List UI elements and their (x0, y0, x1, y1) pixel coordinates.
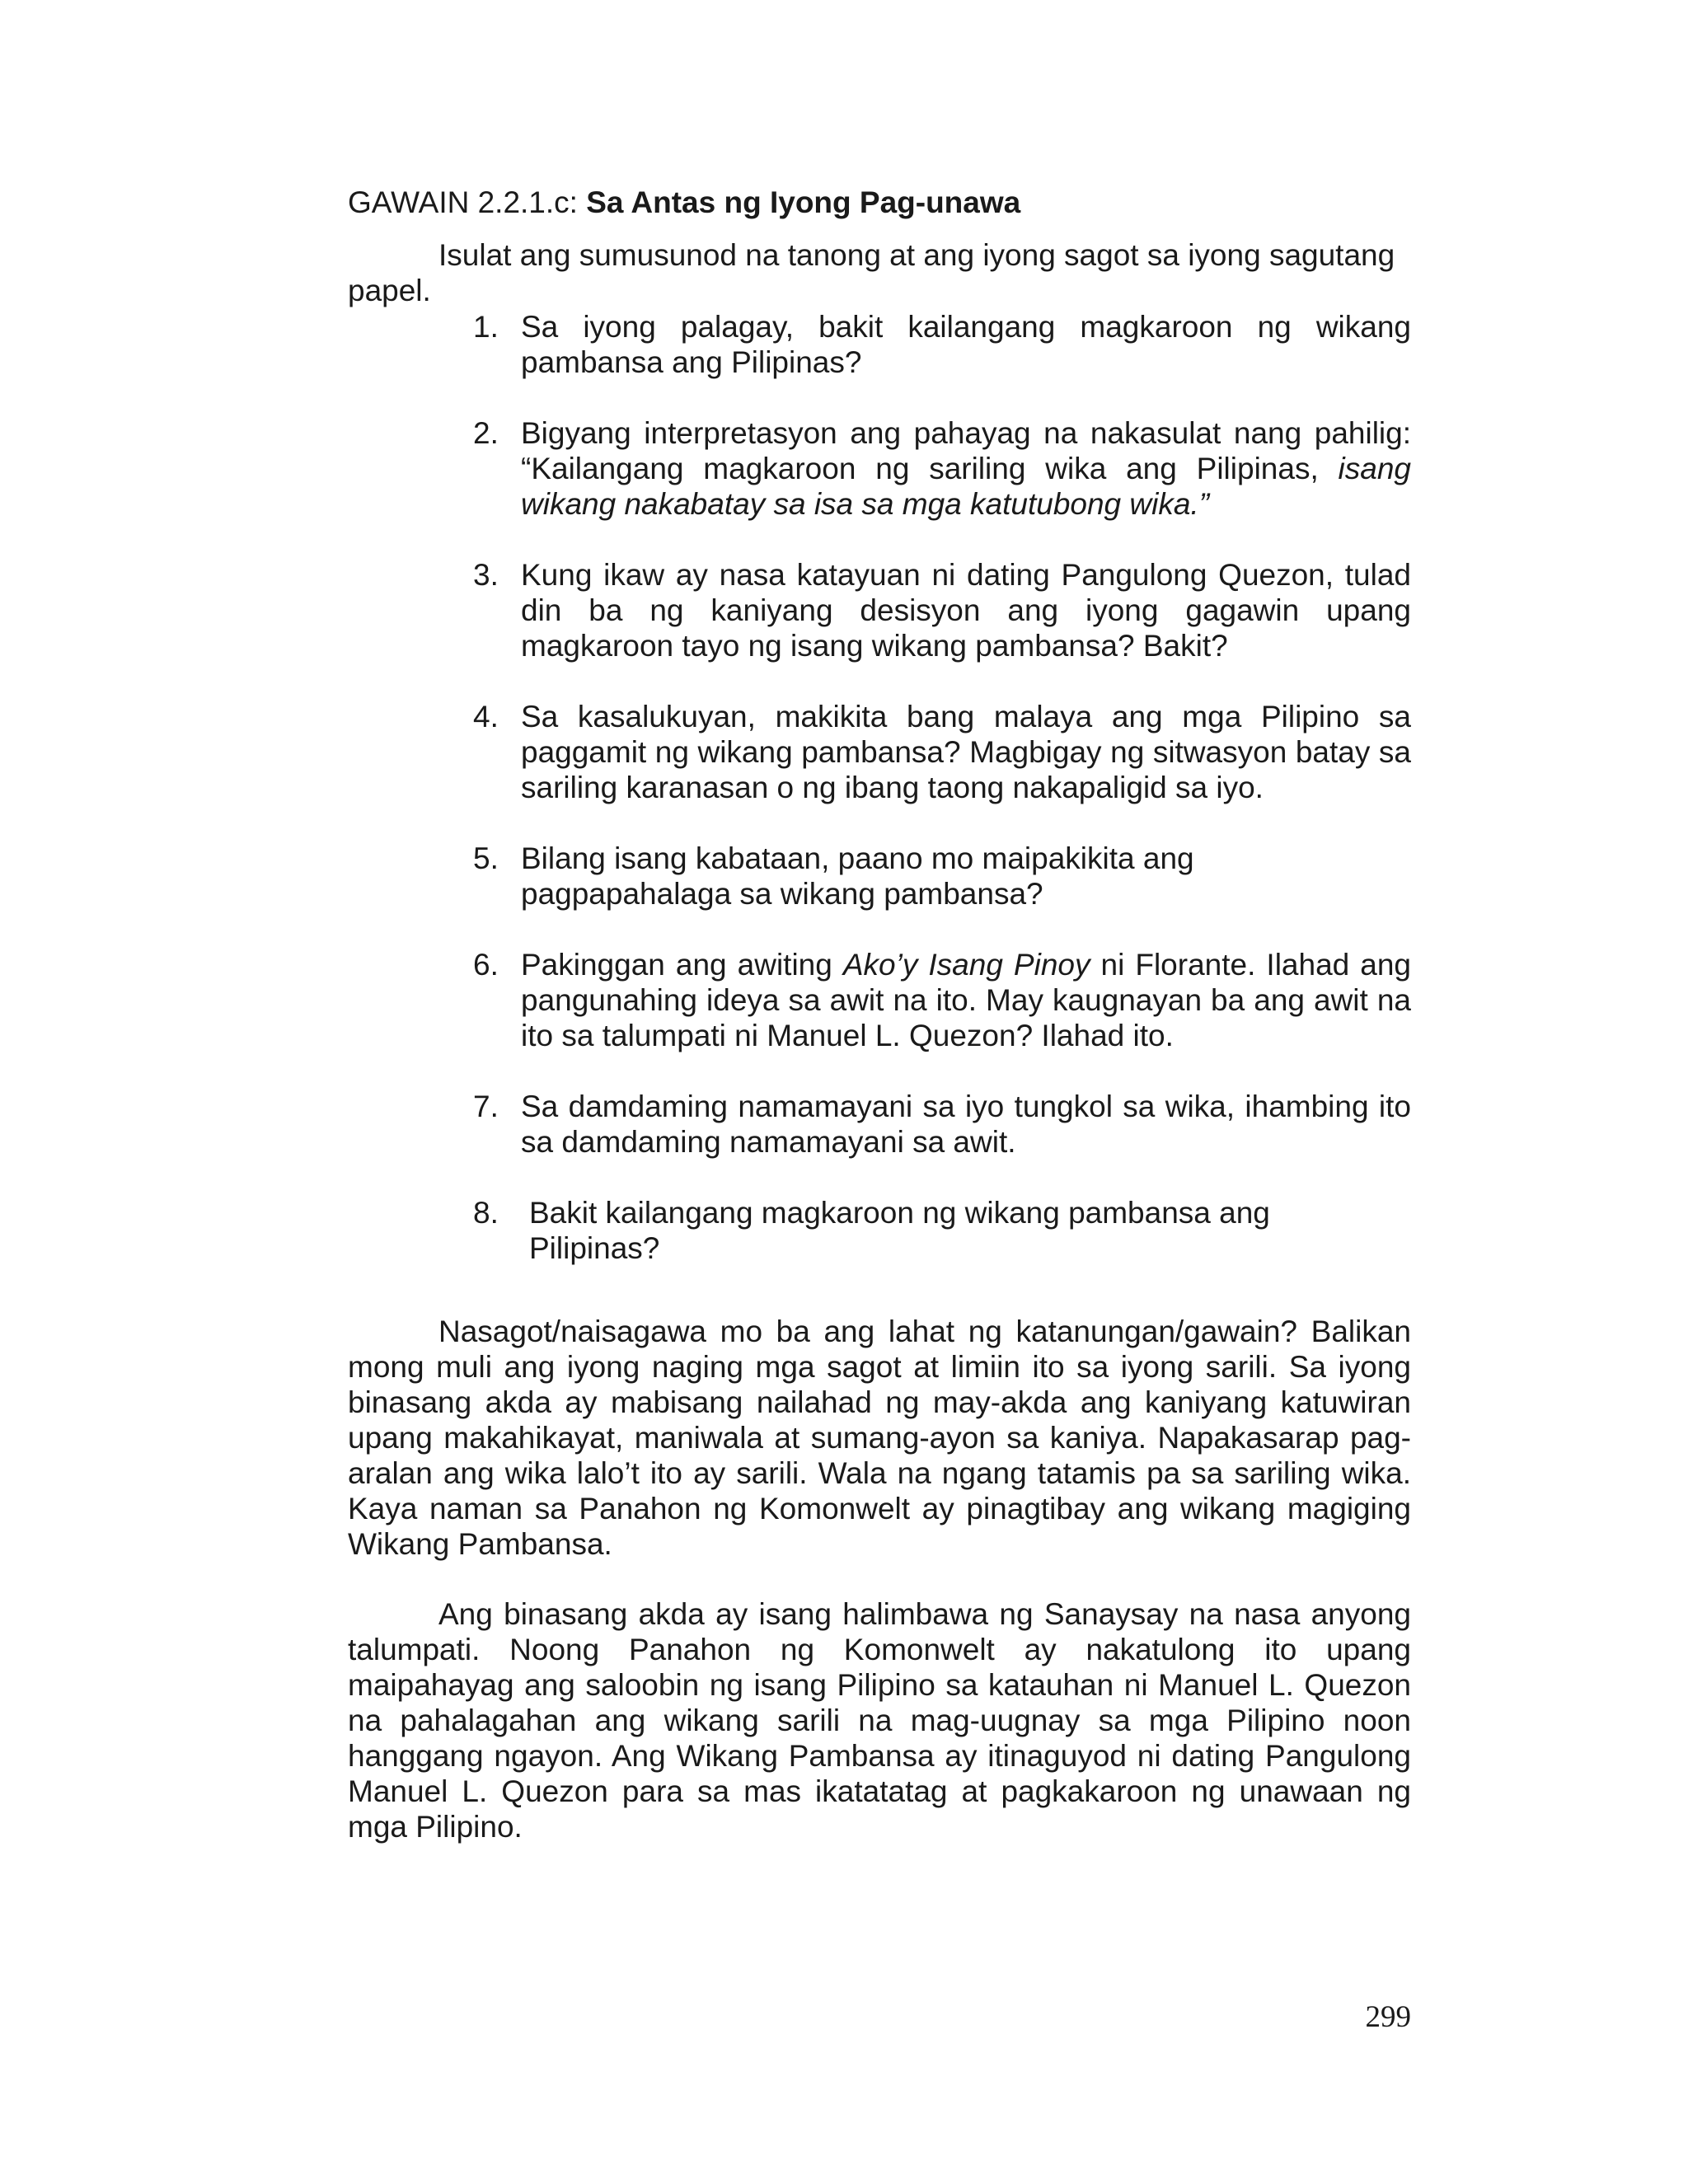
question-number: 8. (473, 1196, 499, 1230)
question-item (473, 699, 1411, 805)
body-paragraph: Nasagot/naisagawa mo ba ang lahat ng katanungan/gawain? Balikan mong muli ang iyong naging mga sagot at limiin ito sa iyong sarili. Sa iyong binasang akda ay mabisang nailahad ng may-akda ang kaniyang katuwiran upang makahikayat, maniwala at sumang-ayon sa kaniya. Napakasarap pag-aralan ang wika lalo’t ito ay sarili. Wala na ngang tatamis pa sa sariling wika. Kaya naman sa Panahon ng Komonwelt ay pinagtibay ang wikang magiging Wikang Pambansa. (348, 1315, 1411, 1561)
page-number: 299 (1365, 2000, 1411, 2034)
question-italic-text: isang wikang nakabatay sa isa sa mga katutubong wika.” (521, 452, 1411, 521)
question-item (473, 309, 1411, 380)
question-text-continued: ni Florante. Ilahad ang pangunahing ideya sa awit na ito. May kaugnayan ba ang awit na ito sa talumpati ni Manuel L. Quezon? Ilahad ito. (521, 948, 1411, 1052)
question-item (473, 557, 1411, 663)
question-number: 3. (473, 558, 499, 592)
question-number: 2. (473, 416, 499, 450)
question-text: Bakit kailangang magkaroon ng wikang pambansa ang Pilipinas? (529, 1196, 1270, 1265)
question-number: 1. (473, 310, 499, 344)
instruction-text: Isulat ang sumusunod na tanong at ang iyong sagot sa iyong sagutang papel. (348, 238, 1395, 307)
question-number: 4. (473, 700, 499, 733)
question-text: Bilang isang kabataan, paano mo maipakikita ang pagpapahalaga sa wikang pambansa? (521, 841, 1194, 911)
question-number: 7. (473, 1090, 499, 1123)
question-text: Bigyang interpretasyon ang pahayag na nakasulat nang pahilig: “Kailangang magkaroon ng sariling wika ang Pilipinas, (521, 416, 1411, 485)
question-number: 5. (473, 841, 499, 875)
activity-title: Sa Antas ng Iyong Pag-unawa (586, 185, 1021, 219)
question-text: Sa kasalukuyan, makikita bang malaya ang mga Pilipino sa paggamit ng wikang pambansa? Magbigay ng sitwasyon batay sa sariling karanasan o ng ibang taong nakapaligid sa iyo. (521, 700, 1411, 804)
question-item (473, 415, 1411, 522)
activity-heading (348, 183, 1020, 223)
question-text: Pakinggan ang awiting (521, 948, 843, 982)
question-item (473, 1089, 1411, 1160)
question-list (473, 309, 1411, 1301)
question-item (473, 1195, 1353, 1266)
song-title: Ako’y Isang Pinoy (842, 948, 1090, 982)
question-item (473, 947, 1411, 1053)
question-item (473, 841, 1246, 912)
activity-code: GAWAIN 2.2.1.c: (348, 185, 587, 219)
question-number: 6. (473, 948, 499, 982)
body-paragraph: Ang binasang akda ay isang halimbawa ng Sanaysay na nasa anyong talumpati. Noong Panahon ng Komonwelt ay nakatulong ito upang maipahayag ang saloobin ng isang Pilipino sa katauhan ni Manuel L. Quezon na pahalagahan ang wikang sarili na mag-uugnay sa mga Pilipino noon hanggang ngayon. Ang Wikang Pambansa ay itinaguyod ni dating Pangulong Manuel L. Quezon para sa mas ikatatatag at pagkakaroon ng unawaan ng mga Pilipino. (348, 1597, 1411, 1844)
question-text: Sa iyong palagay, bakit kailangang magkaroon ng wikang pambansa ang Pilipinas? (521, 310, 1411, 379)
question-text: Sa damdaming namamayani sa iyo tungkol sa wika, ihambing ito sa damdaming namamayani sa awit. (521, 1090, 1411, 1159)
question-text: Kung ikaw ay nasa katayuan ni dating Pangulong Quezon, tulad din ba ng kaniyang desisyon ang iyong gagawin upang magkaroon tayo ng isang wikang pambansa? Bakit? (521, 558, 1411, 663)
